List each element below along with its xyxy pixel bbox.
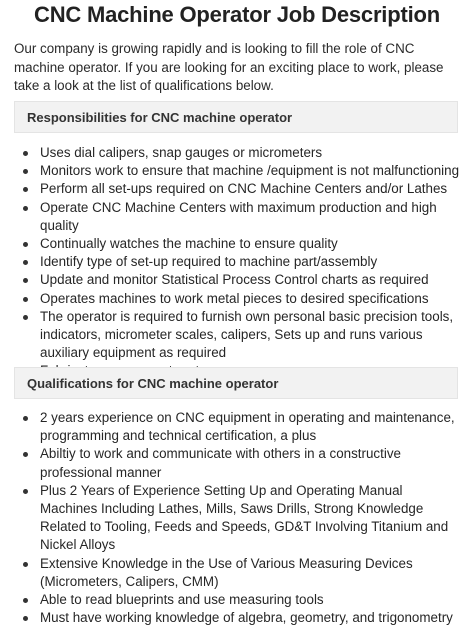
list-item-text: Must have working knowledge of algebra, geometry, and trigonometry	[40, 610, 453, 626]
list-item	[0, 555, 474, 591]
list-item-text: Continually watches the machine to ensure quality	[40, 236, 338, 252]
list-item-text: Extensive Knowledge in the Use of Various Measuring Devices (Micrometers, Calipers, CMM)	[40, 555, 413, 589]
list-item	[0, 162, 474, 180]
list-item	[0, 235, 474, 253]
list-item-text: Abiltiy to work and communicate with others in a constructive professional manner	[40, 446, 401, 480]
list-item	[0, 290, 474, 308]
list-item	[0, 253, 474, 271]
list-item-text: Update and monitor Statistical Process Control charts as required	[40, 272, 429, 288]
list-item	[0, 308, 474, 363]
page-title: CNC Machine Operator Job Description	[34, 2, 440, 27]
list-item	[0, 445, 474, 481]
list-item-text: The operator is required to furnish own personal basic precision tools, indicators, micrometer scales, calipers, Sets up and runs various auxiliary equipment as required	[40, 308, 454, 361]
list-item	[0, 591, 474, 609]
list-item	[0, 144, 474, 162]
responsibilities-section-header	[14, 101, 458, 133]
list-item	[0, 199, 474, 235]
list-item-text: Operates machines to work metal pieces to desired specifications	[40, 290, 429, 306]
list-item-text: Uses dial calipers, snap gauges or micrometers	[40, 145, 323, 160]
qualifications-list	[0, 409, 474, 627]
list-item-text: Operate CNC Machine Centers with maximum production and high quality	[40, 199, 437, 233]
list-item-text: Able to read blueprints and use measuring tools	[40, 592, 324, 608]
list-item	[0, 271, 474, 289]
list-item	[0, 482, 474, 555]
list-item-text: Perform all set-ups required on CNC Machine Centers and/or Lathes	[40, 181, 448, 197]
qualifications-heading: Qualifications for CNC machine operator	[27, 376, 279, 391]
intro-paragraph: Our company is growing rapidly and is looking to fill the role of CNC machine operator. If you are looking for an exciting place to work, please take a look at the list of qualifications below.	[14, 41, 444, 93]
list-item-text: Plus 2 Years of Experience Setting Up and Operating Manual Machines Including Lathes, Mills, Saws Drills, Strong Knowledge Related to Tooling, Feeds and Speeds, GD&T Involving Titanium and Nickel Alloys	[40, 482, 449, 553]
list-item	[0, 409, 474, 445]
list-item-text: Identify type of set-up required to machine part/assembly	[40, 254, 378, 270]
responsibilities-heading: Responsibilities for CNC machine operator	[27, 110, 293, 125]
qualifications-section-header	[14, 367, 458, 399]
list-item	[0, 609, 474, 627]
list-item-text: 2 years experience on CNC equipment in operating and maintenance, programming and technical certification, a plus	[40, 410, 455, 444]
list-item-text: Monitors work to ensure that machine /equipment is not malfunctioning	[40, 163, 460, 179]
list-item	[0, 180, 474, 198]
responsibilities-list	[0, 144, 474, 381]
